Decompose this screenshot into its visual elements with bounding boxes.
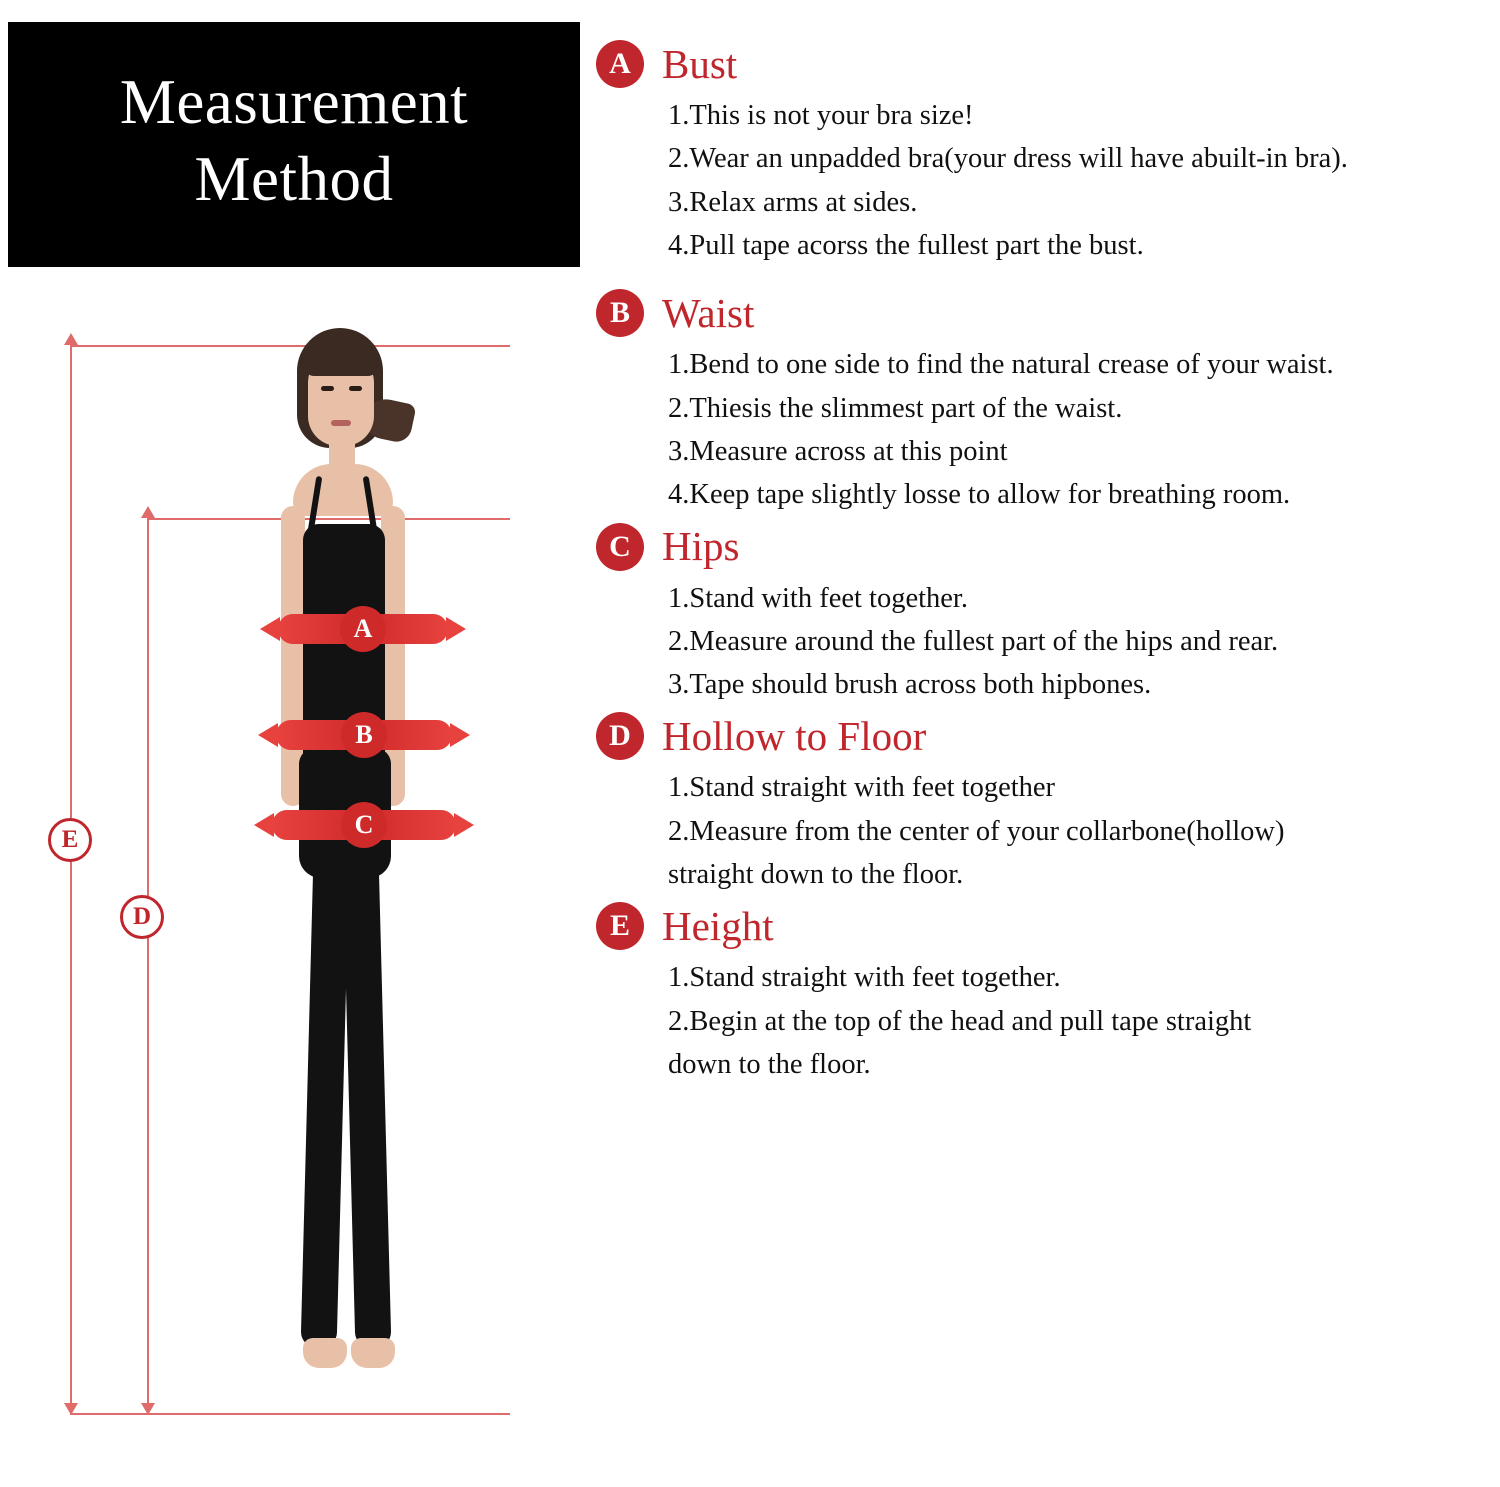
section-bust (596, 40, 1496, 267)
foot-right (351, 1338, 395, 1368)
section-hollow-badge: D (596, 712, 644, 760)
section-waist-badge: B (596, 289, 644, 337)
section-waist-lines (596, 343, 1496, 516)
section-hollow-lines (596, 766, 1496, 896)
section-bust-line-3: 3.Relax arms at sides. (668, 186, 918, 218)
leg-right (343, 858, 392, 1349)
section-hollow-to-floor (596, 712, 1496, 896)
section-bust-header (596, 40, 1496, 88)
bust-measure-band (278, 614, 448, 644)
hips-badge-C: C (341, 802, 387, 848)
page-title (8, 22, 580, 267)
eye-left (321, 386, 334, 391)
bust-badge-A: A (340, 606, 386, 652)
section-hips-line-2: 2.Measure around the fullest part of the hips and rear. (668, 625, 1279, 657)
hollow-ruler-vertical (147, 518, 149, 1415)
section-height-badge: E (596, 902, 644, 950)
mouth (331, 420, 351, 426)
section-height-lines (596, 956, 1496, 1086)
hips-measure-band (272, 810, 456, 840)
section-hips-header (596, 523, 1496, 571)
bust-band-arrow-right (446, 617, 466, 641)
section-waist-header (596, 289, 1496, 337)
section-height-title: Height (662, 902, 774, 949)
height-ruler-arrow-top (64, 333, 78, 345)
leg-left (301, 858, 350, 1349)
section-bust-lines (596, 94, 1496, 267)
hollow-ruler-arrow-top (141, 506, 155, 518)
section-hips-lines (596, 577, 1496, 707)
section-waist-title: Waist (662, 289, 755, 336)
section-hips-title: Hips (662, 523, 740, 569)
section-hollow-line-3: straight down to the floor. (668, 859, 964, 891)
instructions-panel (596, 40, 1496, 1092)
section-bust-line-2: 2.Wear an unpadded bra(your dress will have abuilt-in bra). (668, 143, 1348, 175)
section-hips-line-1: 1.Stand with feet together. (668, 582, 968, 614)
hair-fringe (304, 342, 378, 376)
section-height-header (596, 902, 1496, 950)
section-hollow-line-2: 2.Measure from the center of your collarbone(hollow) (668, 815, 1285, 847)
section-bust-line-4: 4.Pull tape acorss the fullest part the bust. (668, 229, 1144, 261)
body-illustration (215, 328, 445, 1448)
section-height-line-1: 1.Stand straight with feet together. (668, 962, 1061, 994)
section-height-line-3: down to the floor. (668, 1049, 871, 1080)
hips-band-arrow-left (254, 813, 274, 837)
waist-band-arrow-right (450, 723, 470, 747)
foot-left (303, 1338, 347, 1368)
section-hollow-header (596, 712, 1496, 760)
title-line-2: Method (194, 143, 394, 214)
section-waist-line-4: 4.Keep tape slightly losse to allow for breathing room. (668, 479, 1291, 511)
height-badge-E: E (48, 818, 92, 862)
section-height-line-2: 2.Begin at the top of the head and pull tape straight (668, 1005, 1252, 1037)
section-waist-line-2: 2.Thiesis the slimmest part of the waist. (668, 392, 1123, 424)
section-hips-line-3: 3.Tape should brush across both hipbones. (668, 669, 1152, 701)
section-waist-line-1: 1.Bend to one side to find the natural crease of your waist. (668, 349, 1334, 381)
section-waist-line-3: 3.Measure across at this point (668, 435, 1008, 467)
section-hips-badge: C (596, 523, 644, 571)
hollow-badge-D: D (120, 895, 164, 939)
waist-measure-band (276, 720, 452, 750)
measurement-figure (0, 270, 580, 1470)
diagram-panel (0, 0, 580, 1487)
height-ruler-vertical (70, 345, 72, 1415)
section-hollow-line-1: 1.Stand straight with feet together (668, 772, 1056, 804)
waist-band-arrow-left (258, 723, 278, 747)
bust-band-arrow-left (260, 617, 280, 641)
section-bust-line-1: 1.This is not your bra size! (668, 100, 974, 131)
waist-badge-B: B (341, 712, 387, 758)
eye-right (349, 386, 362, 391)
section-waist (596, 289, 1496, 516)
section-hips (596, 523, 1496, 707)
section-height (596, 902, 1496, 1086)
shoulders (293, 464, 393, 516)
title-line-1: Measurement (119, 66, 469, 137)
section-hollow-title: Hollow to Floor (662, 712, 927, 759)
section-bust-title: Bust (662, 40, 738, 87)
hips-band-arrow-right (454, 813, 474, 837)
section-bust-badge: A (596, 40, 644, 88)
